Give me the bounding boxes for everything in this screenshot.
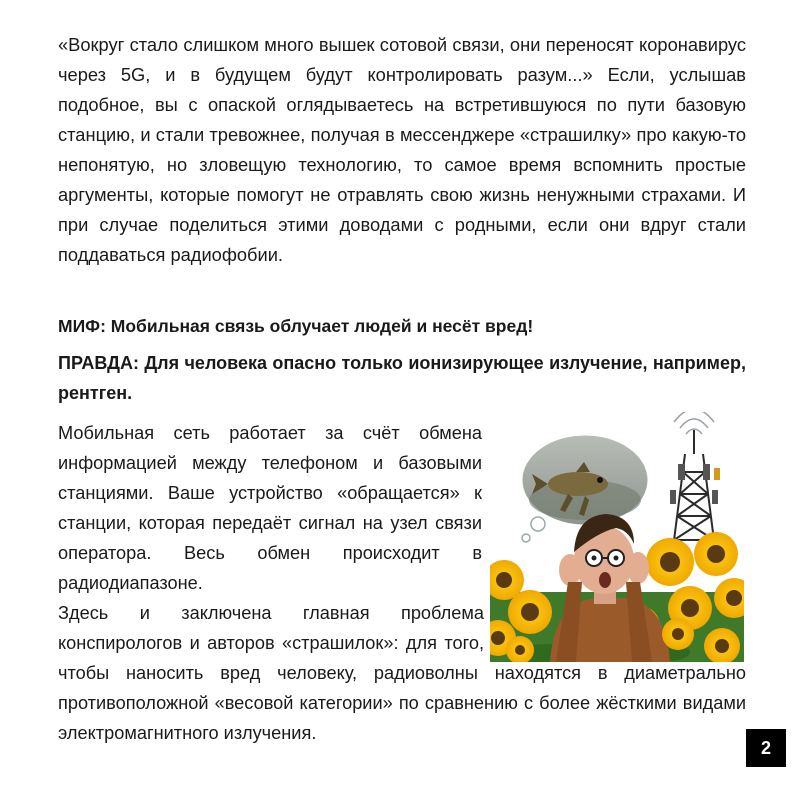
- myth-heading: МИФ: Мобильная связь облучает людей и несёт вред!: [58, 316, 534, 336]
- body-paragraph-conspiracy: [58, 598, 746, 748]
- body-paragraph-conspiracy-text: Здесь и заключена главная проблема конспирологов и авторов «страшилок»: для того, чтобы наносить вред человеку, радиоволны находятся в диаметрально противоположной «весовой категории» по сравнению с более жёсткими видами электромагнитного излучения.: [58, 603, 746, 743]
- page-number: 2: [746, 729, 786, 767]
- truth-heading: ПРАВДА: Для человека опасно только ионизирующее излучение, например, рентген.: [58, 353, 746, 403]
- body-paragraph-network: Мобильная сеть работает за счёт обмена информацией между телефоном и базовыми станциями. Ваше устройство «обращается» к станции, которая передаёт сигнал на узел связи оператора. Весь обмен происходит в радиодиапазоне.: [58, 423, 482, 593]
- intro-paragraph: «Вокруг стало слишком много вышек сотовой связи, они переносят коронавирус через 5G, и в будущем будут контролировать разум...» Если, услышав подобное, вы с опаской оглядываетесь на встретившуюся по пути базовую станцию, и стали тревожнее, получая в мессенджере «страшилку» про какую-то непонятую, но зловещую технологию, то самое время вспомнить простые аргументы, которые помогут не отравлять свою жизнь ненужными страхами. И при случае поделиться этими доводами с родными, если они вдруг стали поддаваться радиофобии.: [58, 34, 746, 265]
- image-wrap-spacer: [484, 598, 746, 656]
